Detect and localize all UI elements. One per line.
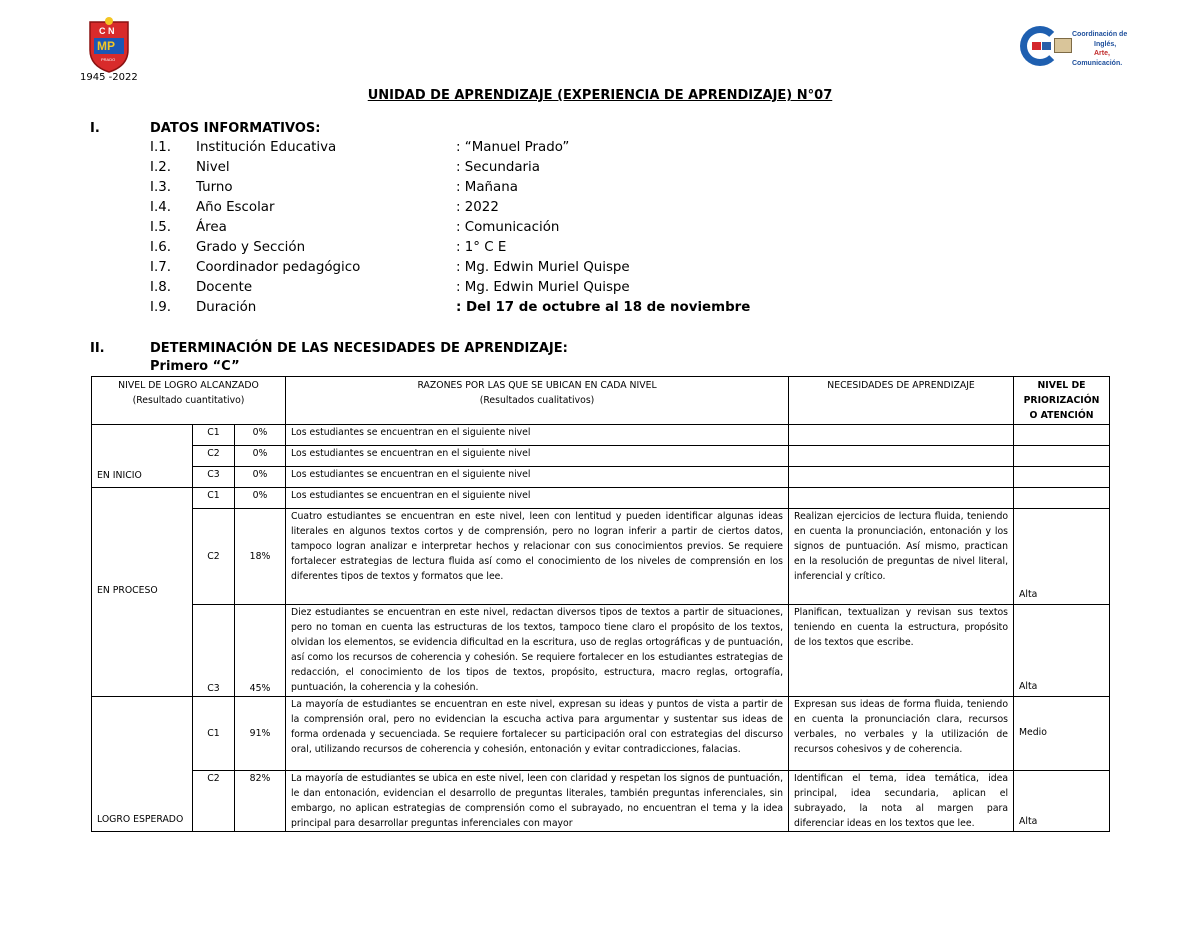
need-cell <box>789 425 1014 446</box>
document-title: UNIDAD DE APRENDIZAJE (EXPERIENCIA DE APRENDIZAJE) N°07 <box>367 88 833 103</box>
priority-cell <box>1014 446 1110 467</box>
reason-cell: Cuatro estudiantes se encuentran en este nivel, leen con lentitud y pueden identificar algunas ideas literales en algunos textos cortos y de comprensión, pero no logran inferir a partir de ciertos datos, tampoco logran analizar e interpretar hechos y relacionar con sus conocimientos previos. Se requiere fortalecer estrategias de lectura fluida así como el conocimiento de los niveles de comprensión en los diferentes tipos de textos y formatos que lee. <box>286 509 789 605</box>
table-header-row <box>92 377 1110 425</box>
info-value: : Mg. Edwin Muriel Quispe <box>456 260 630 275</box>
reason-cell: Los estudiantes se encuentran en el siguiente nivel <box>286 425 789 446</box>
info-value: : Mg. Edwin Muriel Quispe <box>456 280 630 295</box>
reason-cell: Diez estudiantes se encuentran en este nivel, redactan diversos tipos de textos a partir de situaciones, pero no toman en cuenta las estructuras de los textos, tampoco tiene claro el propósito de los textos, olvidan los elementos, se evidencia dificultad en la escritura, uso de reglas ortográficas y de puntuación, así como los recursos de coherencia y cohesión. Se requiere fortalecer en los estudiantes estrategias de redacción, el conocimiento de los tipos de textos, propósito, estructura, macro reglas, ortografía, puntuación, la coherencia y la cohesión. <box>286 605 789 697</box>
percent-cell: 0% <box>235 467 286 488</box>
info-row-area <box>0 220 1200 240</box>
book-icon <box>1054 38 1072 53</box>
reason-cell: Los estudiantes se encuentran en el siguiente nivel <box>286 488 789 509</box>
info-value: : Mañana <box>456 180 518 195</box>
table-row <box>92 425 1110 446</box>
table-row <box>92 771 1110 832</box>
priority-cell <box>1014 467 1110 488</box>
info-label: Área <box>196 220 227 235</box>
info-label: Turno <box>196 180 233 195</box>
coordination-logo <box>1020 24 1128 74</box>
table-row <box>92 467 1110 488</box>
percent-cell: 0% <box>235 488 286 509</box>
priority-cell: Medio <box>1014 697 1110 771</box>
priority-cell <box>1014 488 1110 509</box>
info-num: I.1. <box>150 140 171 155</box>
info-label: Institución Educativa <box>196 140 337 155</box>
year-range: 1945 -2022 <box>80 72 138 83</box>
group-label-proceso: EN PROCESO <box>92 488 193 697</box>
section-2-number: II. <box>90 341 105 356</box>
level-cell: C3 <box>193 605 235 697</box>
info-num: I.2. <box>150 160 171 175</box>
info-num: I.3. <box>150 180 171 195</box>
info-num: I.8. <box>150 280 171 295</box>
percent-cell: 45% <box>235 605 286 697</box>
header-necesidades: NECESIDADES DE APRENDIZAJE <box>789 377 1014 425</box>
info-row-institucion <box>0 140 1200 160</box>
info-num: I.6. <box>150 240 171 255</box>
info-row-duracion <box>0 300 1200 320</box>
info-value: : Del 17 de octubre al 18 de noviembre <box>456 300 751 315</box>
flag-mark <box>1032 42 1041 50</box>
level-cell: C2 <box>193 771 235 832</box>
info-value: : 1° C E <box>456 240 507 255</box>
table-row <box>92 488 1110 509</box>
reason-cell: Los estudiantes se encuentran en el siguiente nivel <box>286 467 789 488</box>
info-value: : Secundaria <box>456 160 540 175</box>
level-cell: C3 <box>193 467 235 488</box>
info-row-anio <box>0 200 1200 220</box>
percent-cell: 18% <box>235 509 286 605</box>
percent-cell: 91% <box>235 697 286 771</box>
info-label: Grado y Sección <box>196 240 306 255</box>
learning-needs-table <box>91 376 1110 832</box>
header-nivel: NIVEL DE LOGRO ALCANZADO (Resultado cuantitativo) <box>92 377 286 425</box>
info-value: : 2022 <box>456 200 499 215</box>
need-cell: Planifican, textualizan y revisan sus textos teniendo en cuenta la estructura, propósito de los textos que escribe. <box>789 605 1014 697</box>
svg-text:MP: MP <box>97 39 115 53</box>
need-cell <box>789 467 1014 488</box>
table-row <box>92 509 1110 605</box>
section-2-subheading: Primero “C” <box>150 359 240 374</box>
info-label: Nivel <box>196 160 230 175</box>
table-row <box>92 605 1110 697</box>
level-cell: C1 <box>193 697 235 771</box>
info-value: : Comunicación <box>456 220 560 235</box>
header-prioridad: NIVEL DE PRIORIZACIÓN O ATENCIÓN <box>1014 377 1110 425</box>
coordination-logo-text: Coordinación de Inglés, Arte, Comunicación. <box>1072 31 1128 67</box>
need-cell <box>789 446 1014 467</box>
info-row-docente <box>0 280 1200 300</box>
section-1-heading: DATOS INFORMATIVOS: <box>150 121 321 136</box>
need-cell: Expresan sus ideas de forma fluida, teniendo en cuenta la pronunciación clara, recursos verbales, no verbales y la utilización de recursos cohesivos y de coherencia. <box>789 697 1014 771</box>
school-logo <box>86 16 132 74</box>
table-row <box>92 446 1110 467</box>
info-row-coordinador <box>0 260 1200 280</box>
reason-cell: Los estudiantes se encuentran en el siguiente nivel <box>286 446 789 467</box>
info-label: Coordinador pedagógico <box>196 260 361 275</box>
info-label: Año Escolar <box>196 200 275 215</box>
group-label-logro: LOGRO ESPERADO <box>92 697 193 832</box>
info-num: I.9. <box>150 300 171 315</box>
priority-cell: Alta <box>1014 509 1110 605</box>
group-label-inicio: EN INICIO <box>92 425 193 488</box>
percent-cell: 82% <box>235 771 286 832</box>
info-num: I.7. <box>150 260 171 275</box>
section-2-heading: DETERMINACIÓN DE LAS NECESIDADES DE APRENDIZAJE: <box>150 341 568 356</box>
info-row-nivel <box>0 160 1200 180</box>
need-cell <box>789 488 1014 509</box>
percent-cell: 0% <box>235 446 286 467</box>
svg-text:PRADO: PRADO <box>101 57 116 62</box>
table-row <box>92 697 1110 771</box>
reason-cell: La mayoría de estudiantes se ubica en este nivel, leen con claridad y respetan los signos de puntuación, le dan entonación, evidencian el desarrollo de preguntas literales, también preguntas inferenciales, sin embargo, no aplican estrategias de comprensión como el subrayado, no encuentran el tema y la idea principal para desarrollar preguntas inferenciales con mayor <box>286 771 789 832</box>
info-num: I.4. <box>150 200 171 215</box>
info-row-turno <box>0 180 1200 200</box>
percent-cell: 0% <box>235 425 286 446</box>
priority-cell <box>1014 425 1110 446</box>
info-label: Duración <box>196 300 257 315</box>
need-cell: Realizan ejercicios de lectura fluida, teniendo en cuenta la pronunciación, entonación y los signos de puntuación. Así mismo, practican en la resolución de preguntas de nivel literal, inferencial y crítico. <box>789 509 1014 605</box>
info-num: I.5. <box>150 220 171 235</box>
level-cell: C1 <box>193 425 235 446</box>
header-razones: RAZONES POR LAS QUE SE UBICAN EN CADA NIVEL (Resultados cualitativos) <box>286 377 789 425</box>
priority-cell: Alta <box>1014 771 1110 832</box>
section-1-number: I. <box>90 121 100 136</box>
need-cell: Identifican el tema, idea temática, idea principal, idea secundaria, aplican el subrayado, la nota al margen para diferenciar ideas en los textos que lee. <box>789 771 1014 832</box>
info-value: : “Manuel Prado” <box>456 140 570 155</box>
flag-mark-2 <box>1042 42 1051 50</box>
level-cell: C1 <box>193 488 235 509</box>
level-cell: C2 <box>193 446 235 467</box>
info-row-grado <box>0 240 1200 260</box>
info-label: Docente <box>196 280 253 295</box>
reason-cell: La mayoría de estudiantes se encuentran en este nivel, expresan su ideas y puntos de vista a partir de la comprensión oral, pero no evidencian la escucha activa para argumentar y sustentar sus ideas de forma ordenada y secuenciada. Se requiere fortalecer su participación oral con estrategias del discurso oral, utilizando recursos de coherencia y cohesión, entonación y evitar contradicciones, falacias. <box>286 697 789 771</box>
priority-cell: Alta <box>1014 605 1110 697</box>
svg-text:C N: C N <box>99 26 115 36</box>
level-cell: C2 <box>193 509 235 605</box>
